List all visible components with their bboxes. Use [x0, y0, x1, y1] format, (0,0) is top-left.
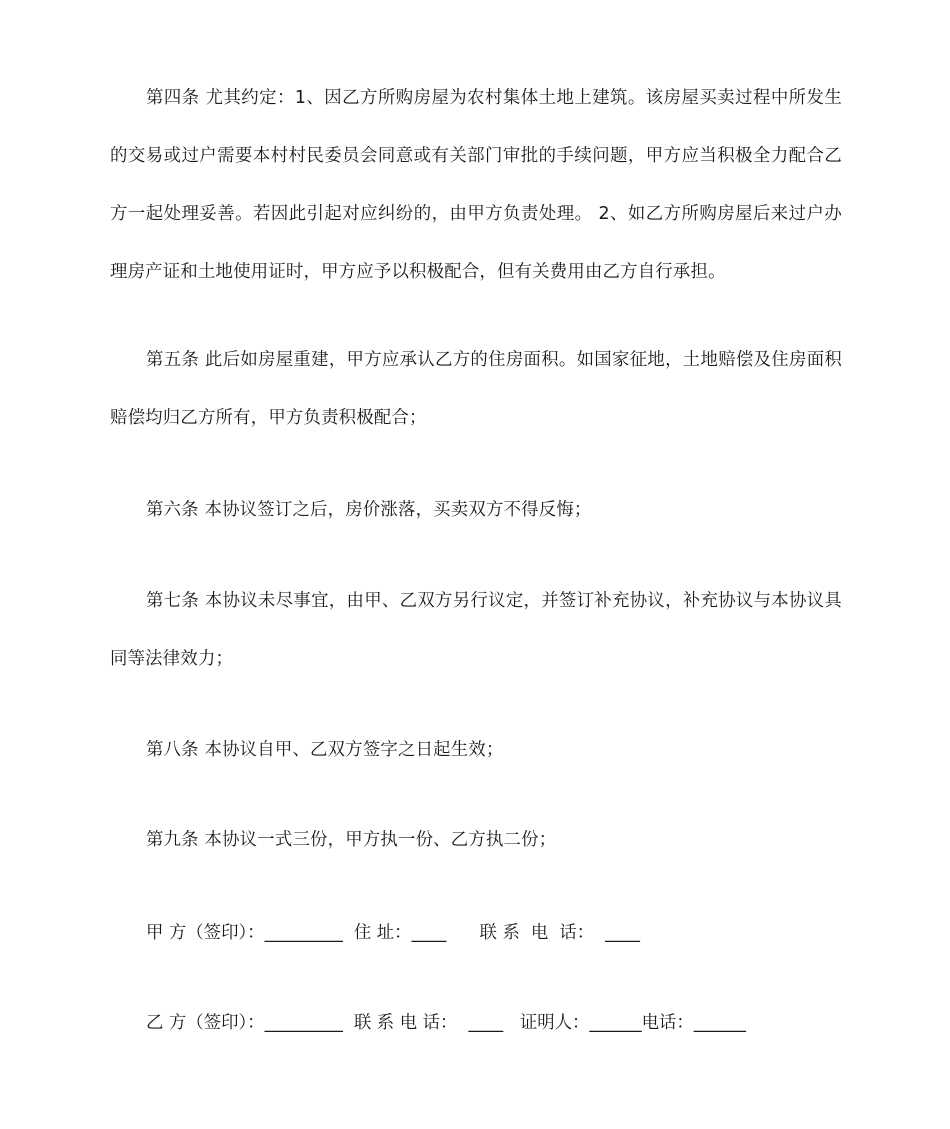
party-b-signature-line: 乙 方（签印）：_________ 联 系 电 话： ____ 证明人：______电话：______: [146, 1013, 746, 1033]
clause-6: 第六条 本协议签订之后，房价涨落，买卖双方不得反悔；: [146, 500, 592, 520]
party-a-signature-line: 甲 方（签印）：_________ 住 址：____ 联 系 电 话： ____: [146, 923, 640, 943]
clause-8: 第八条 本协议自甲、乙双方签字之日起生效；: [146, 740, 504, 760]
clause-5: 第五条 此后如房屋重建，甲方应承认乙方的住房面积。如国家征地，土地赔偿及住房面积赔偿均归乙方所有，甲方负责积极配合；: [110, 350, 842, 428]
clause-7: 第七条 本协议未尽事宜，由甲、乙双方另行议定，并签订补充协议，补充协议与本协议具同等法律效力；: [110, 591, 842, 669]
clause-4: 第四条 尤其约定：1、因乙方所购房屋为农村集体土地上建筑。该房屋买卖过程中所发生的交易或过户需要本村村民委员会同意或有关部门审批的手续问题，甲方应当积极全力配合乙方一起处理妥善。若因此引起对应纠纷的，由甲方负责处理。 2、如乙方所购房屋后来过户办理房产证和土地使用证时，甲方应予以积极配合，但有关费用由乙方自行承担。: [110, 88, 842, 282]
clause-9: 第九条 本协议一式三份，甲方执一份、乙方执二份；: [146, 830, 557, 850]
